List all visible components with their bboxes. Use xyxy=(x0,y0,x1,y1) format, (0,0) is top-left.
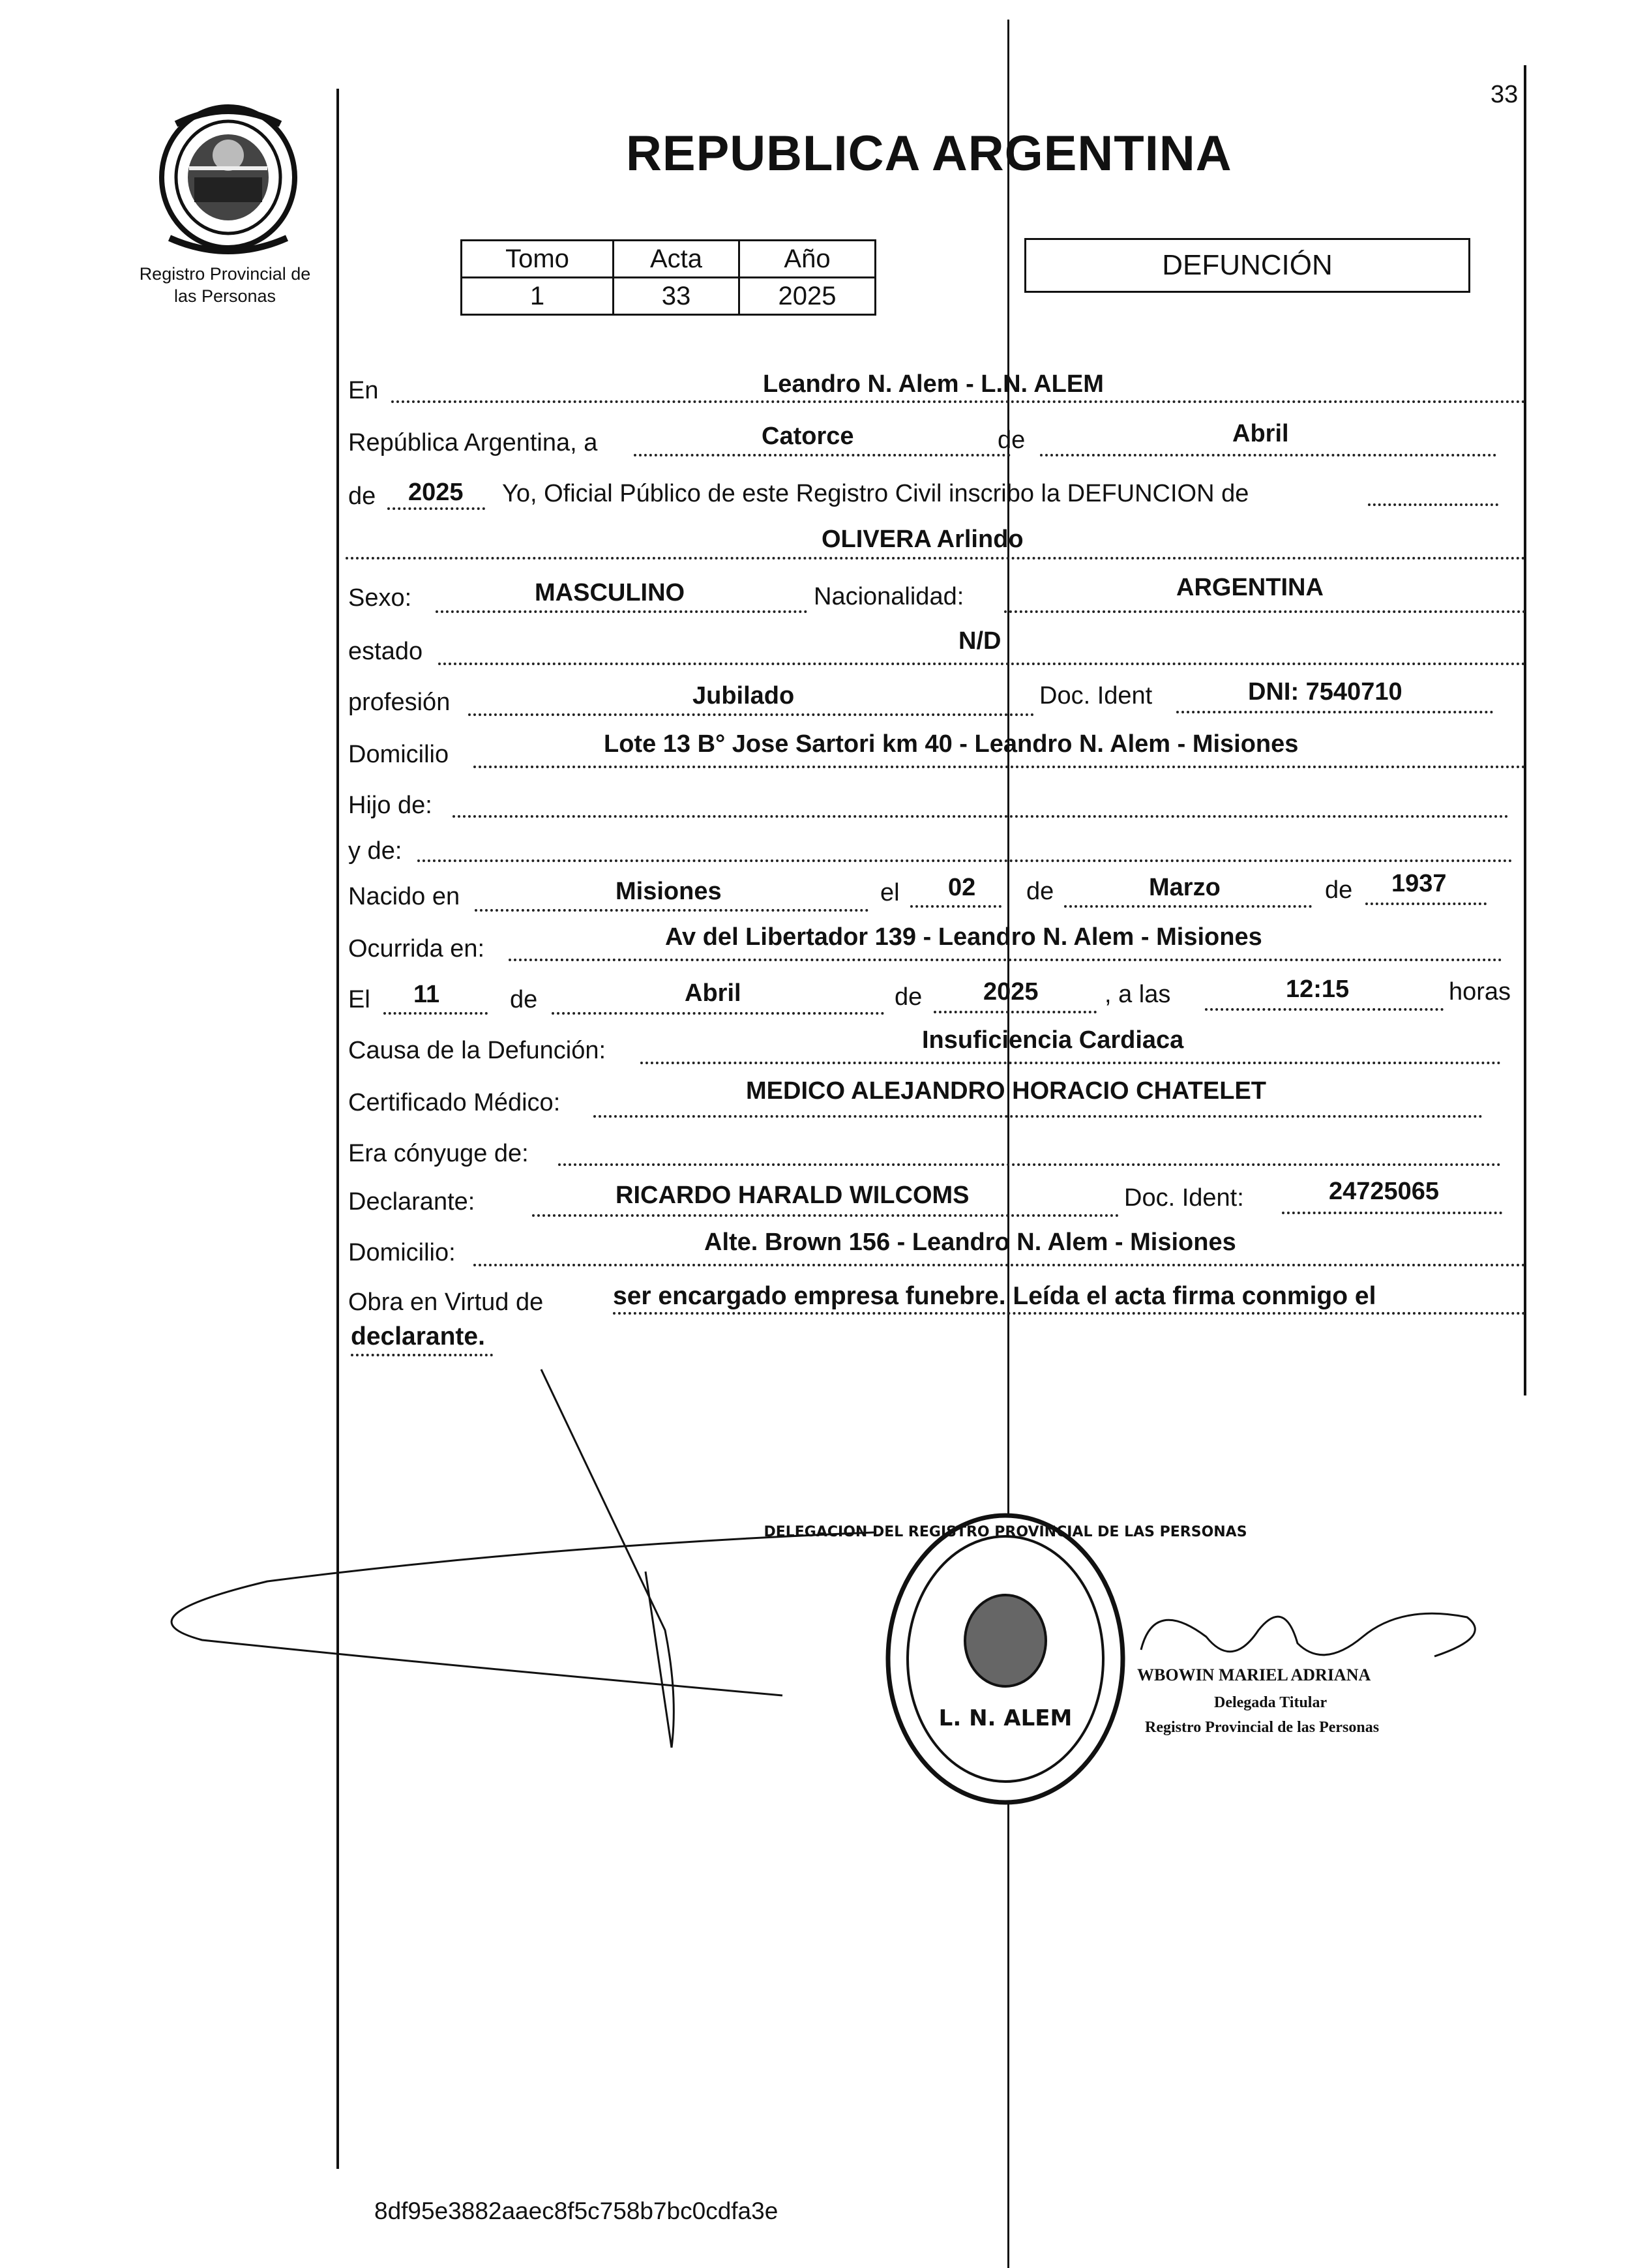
dots-y-de xyxy=(417,859,1513,862)
value-declarante: RICARDO HARALD WILCOMS xyxy=(616,1182,970,1209)
dots-defuncion-dia xyxy=(383,1012,488,1015)
value-mes: Abril xyxy=(1232,420,1289,447)
label-declarante-doc: Doc. Ident: xyxy=(1124,1184,1244,1212)
dots-nombre xyxy=(346,557,1526,560)
seal-caption-line2: las Personas xyxy=(173,286,276,306)
dots-defuncion-anio xyxy=(934,1011,1097,1013)
label-de-anio: de xyxy=(348,483,376,510)
dots-doc-ident xyxy=(1176,711,1493,713)
label-nacido-de-anio: de xyxy=(1325,876,1353,904)
label-defuncion-de-mes: de xyxy=(510,986,538,1013)
label-domicilio: Domicilio xyxy=(348,741,449,768)
dots-hijo-de xyxy=(453,815,1509,818)
label-doc-ident: Doc. Ident xyxy=(1039,682,1153,709)
value-ocurrida-en: Av del Libertador 139 - Leandro N. Alem - Misiones xyxy=(665,923,1262,951)
anio-value: 2025 xyxy=(739,278,876,315)
acta-value: 33 xyxy=(614,278,739,315)
provincia-misiones-seal-logo xyxy=(150,104,306,254)
value-nacido-en: Misiones xyxy=(616,878,722,905)
acta-header: Acta xyxy=(614,241,739,278)
dots-certificado xyxy=(593,1115,1483,1118)
value-obra-line2: declarante. xyxy=(351,1322,485,1350)
value-lugar: Leandro N. Alem - L.N. ALEM xyxy=(763,370,1104,398)
value-defuncion-mes: Abril xyxy=(685,979,741,1007)
value-profesion: Jubilado xyxy=(692,682,795,709)
value-nombre: OLIVERA Arlindo xyxy=(822,526,1024,553)
tomo-value: 1 xyxy=(462,278,614,315)
value-declarante-doc: 24725065 xyxy=(1329,1178,1440,1205)
center-fold-line xyxy=(1007,20,1009,2268)
anio-header: Año xyxy=(739,241,876,278)
label-causa: Causa de la Defunción: xyxy=(348,1037,606,1064)
dots-nacionalidad xyxy=(1004,610,1526,613)
label-obra-en-virtud: Obra en Virtud de xyxy=(348,1289,544,1316)
dots-nacido-en xyxy=(475,909,868,912)
label-a-las: , a las xyxy=(1105,981,1171,1008)
label-republica: República Argentina, a xyxy=(348,429,598,456)
value-nacido-dia: 02 xyxy=(948,874,976,901)
dots-profesion xyxy=(468,713,1034,716)
value-certificado: MEDICO ALEJANDRO HORACIO CHATELET xyxy=(746,1077,1266,1105)
dots-mes xyxy=(1040,454,1496,456)
value-declarante-domicilio: Alte. Brown 156 - Leandro N. Alem - Misiones xyxy=(704,1229,1236,1256)
label-estado: estado xyxy=(348,638,423,665)
seal-caption-line1: Registro Provincial de xyxy=(139,264,311,284)
label-profesion: profesión xyxy=(348,689,451,716)
value-hora: 12:15 xyxy=(1286,976,1350,1003)
official-title: Delegada Titular xyxy=(1214,1694,1328,1711)
dots-declarante xyxy=(532,1214,1119,1217)
value-nacido-anio: 1937 xyxy=(1391,870,1447,897)
dots-nacido-anio xyxy=(1365,903,1487,905)
document-hash: 8df95e3882aaec8f5c758b7bc0cdfa3e xyxy=(374,2198,779,2224)
seal-caption xyxy=(117,263,333,307)
official-office: Registro Provincial de las Personas xyxy=(1145,1719,1380,1736)
dots-obra-line1 xyxy=(613,1312,1526,1315)
dots-lugar xyxy=(391,400,1526,403)
official-name: WBOWIN MARIEL ADRIANA xyxy=(1137,1665,1371,1684)
dots-nacido-dia xyxy=(910,905,1001,908)
label-nacido-en: Nacido en xyxy=(348,883,460,910)
label-sexo: Sexo: xyxy=(348,584,412,612)
delegacion-stamp xyxy=(764,1510,1247,1808)
label-de-mes: de xyxy=(998,426,1026,454)
label-y-de: y de: xyxy=(348,837,402,865)
record-type-box: DEFUNCIÓN xyxy=(1024,238,1470,293)
dots-causa xyxy=(640,1062,1501,1064)
document-title: REPUBLICA ARGENTINA xyxy=(626,126,1232,181)
label-el: El xyxy=(348,986,370,1013)
value-sexo: MASCULINO xyxy=(535,579,685,606)
dots-ocurrida-en xyxy=(509,959,1502,961)
stamp-ring-text: DELEGACION DEL REGISTRO PROVINCIAL DE LAS PERSONAS xyxy=(764,1524,1247,1540)
record-table xyxy=(460,239,876,316)
left-margin-line xyxy=(336,89,339,2169)
value-causa: Insuficiencia Cardiaca xyxy=(922,1026,1184,1054)
label-yo-oficial: Yo, Oficial Público de este Registro Civil inscribo la DEFUNCION de xyxy=(502,480,1249,507)
label-declarante-domicilio: Domicilio: xyxy=(348,1239,456,1266)
dots-declarante-doc xyxy=(1282,1212,1502,1214)
label-en: En xyxy=(348,377,379,404)
dots-sexo xyxy=(436,610,807,613)
stamp-center-text: L. N. ALEM xyxy=(938,1705,1073,1731)
declarante-signature xyxy=(156,1356,893,1761)
dots-yo-oficial xyxy=(1368,503,1498,506)
label-ocurrida-en: Ocurrida en: xyxy=(348,935,485,962)
dots-hora xyxy=(1205,1008,1444,1011)
label-nacido-el: el xyxy=(880,879,900,906)
value-doc-ident: DNI: 7540710 xyxy=(1248,678,1402,706)
value-estado: N/D xyxy=(958,627,1001,655)
right-margin-line xyxy=(1524,65,1526,1395)
value-nacionalidad: ARGENTINA xyxy=(1176,574,1324,601)
label-conyuge: Era cónyuge de: xyxy=(348,1140,529,1167)
tomo-header: Tomo xyxy=(462,241,614,278)
label-nacionalidad: Nacionalidad: xyxy=(814,583,964,610)
label-certificado: Certificado Médico: xyxy=(348,1089,561,1116)
value-obra-line1: ser encargado empresa funebre. Leída el acta firma conmigo el xyxy=(613,1282,1376,1310)
label-defuncion-de-anio: de xyxy=(895,983,923,1011)
page-number: 33 xyxy=(1491,81,1519,108)
label-nacido-de-mes: de xyxy=(1026,878,1054,905)
value-anio: 2025 xyxy=(408,479,464,506)
value-dia: Catorce xyxy=(762,423,854,450)
dots-domicilio xyxy=(473,766,1526,768)
value-defuncion-dia: 11 xyxy=(413,981,440,1008)
dots-dia xyxy=(634,454,1011,456)
label-horas: horas xyxy=(1449,978,1511,1006)
dots-conyuge xyxy=(558,1163,1501,1166)
dots-defuncion-mes xyxy=(552,1012,884,1015)
label-hijo-de: Hijo de: xyxy=(348,792,432,819)
value-nacido-mes: Marzo xyxy=(1149,874,1221,901)
dots-anio xyxy=(387,507,485,510)
dots-nacido-mes xyxy=(1064,905,1312,908)
dots-estado xyxy=(438,663,1526,665)
value-defuncion-anio: 2025 xyxy=(983,978,1039,1006)
value-domicilio: Lote 13 B° Jose Sartori km 40 - Leandro N. Alem - Misiones xyxy=(604,730,1299,758)
label-declarante: Declarante: xyxy=(348,1188,475,1216)
dots-declarante-domicilio xyxy=(473,1264,1526,1266)
